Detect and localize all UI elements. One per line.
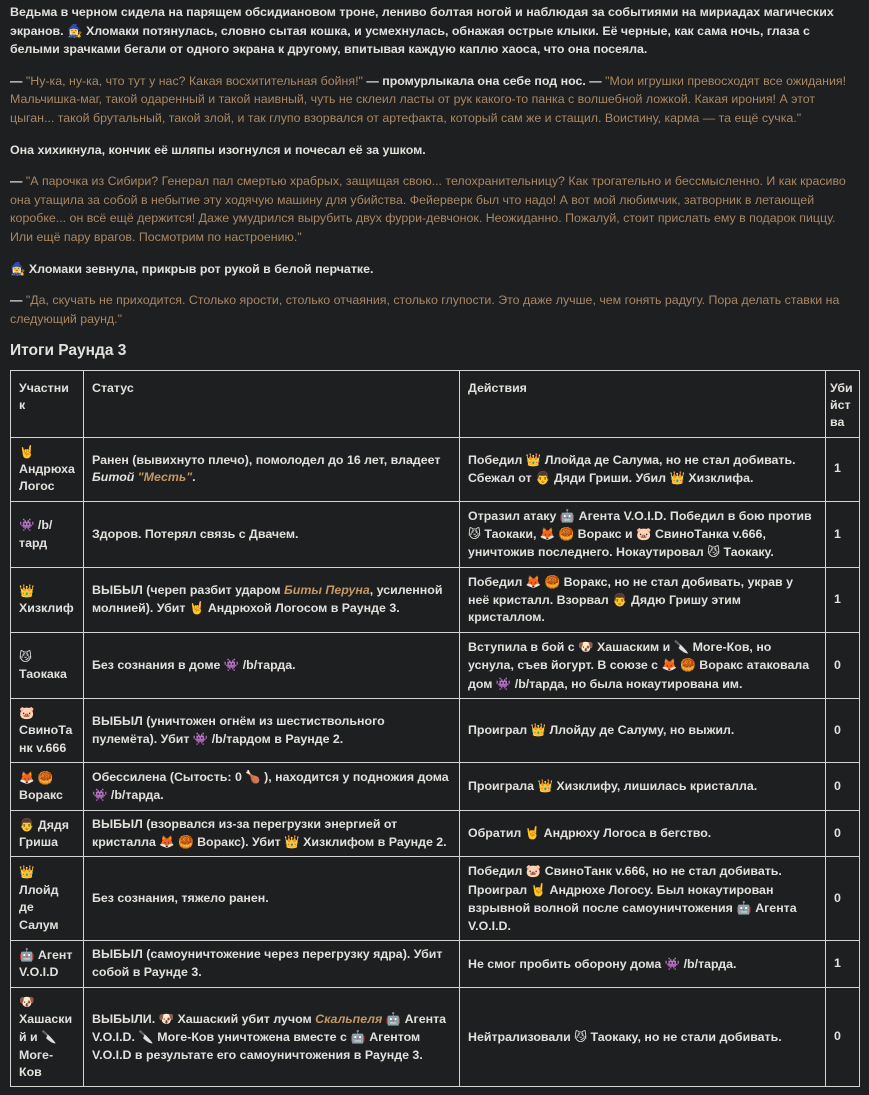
story-paragraph [10, 3, 859, 59]
fox-icon: 🦊 [539, 526, 556, 542]
text-segment: Хломаки зевнула, прикрыв рот рукой в белой перчатке. [25, 261, 374, 276]
text-segment: ), находится у подножия дома [260, 770, 449, 784]
text-segment: Андрюхе Логосу. Был нокаутирован взрывной волной после самоуничтожения [468, 882, 774, 916]
horns-hand-icon: 🤘 [524, 825, 541, 841]
knife-icon: 🔪 [138, 1029, 154, 1045]
text-segment: "Месть" [134, 470, 193, 485]
table-row [11, 501, 860, 567]
text-segment: Здоров. Потерял связь с Двачем. [92, 526, 299, 541]
kills-cell: 0 [826, 810, 860, 857]
witch-icon: 🧙‍♀️ [67, 22, 83, 38]
text-segment: Андрюха Логос [19, 461, 75, 494]
participant-cell [11, 763, 84, 811]
robot-icon: 🤖 [19, 946, 35, 962]
alien-monster-icon: 👾 [92, 787, 108, 803]
man-icon: 👨 [19, 816, 35, 832]
crown-icon: 👑 [19, 864, 35, 880]
text-segment: /b/тарда. [680, 956, 737, 971]
text-segment: Агента V.O.I.D. Победил в бою против [575, 508, 812, 523]
witch-icon: 🧙‍♀️ [10, 260, 26, 276]
kills-cell: 0 [826, 632, 860, 698]
pig-icon: 🐷 [525, 863, 542, 879]
text-segment: Воракс и [574, 527, 637, 542]
text-segment: Агентом V.O.I.D в результате его самоуничтожения в Раунде 3. [92, 1030, 423, 1062]
status-cell [84, 940, 460, 987]
text-segment: Обессилена (Сытость: 0 [92, 770, 246, 784]
status-cell [84, 437, 460, 501]
status-cell [84, 987, 460, 1087]
amulet-icon: 🥮 [680, 657, 696, 673]
text-segment: Биты Перуна [284, 582, 370, 597]
text-segment: Хашаский убит лучом [174, 1011, 316, 1026]
text-segment: Таокаки, [480, 527, 540, 542]
story-section [10, 3, 859, 329]
text-segment: Агента V.O.I.D. [468, 901, 797, 933]
participant-cell [11, 987, 84, 1087]
text-segment: /b/тард [19, 518, 53, 550]
text-segment: "А парочка из Сибири? Генерал пал смертью храбрых, защищая свою... телохранительницу? Как трогательно и бессмысленно. И как красиво она утащила за собой в небытие эту ходячую машину для убийства. Фейерверк был что надо! А вот мой любимчик, затворник в летающей коробке... он всё ещё держится! Даже умудрился вырубить двух фурри-девчонок. Неожиданно. Пожалуй, стоит прислать ему в подарок пиццу. Или ещё пару врагов. Посмотрим по настроению." [10, 174, 846, 245]
status-cell [84, 857, 460, 940]
text-segment: Дядю Гришу этим кристаллом. [468, 593, 741, 625]
table-row [11, 763, 860, 811]
status-cell [84, 698, 460, 762]
text-segment: Дядя Гриша [19, 817, 70, 850]
text-segment: /b/тарда, но была нокаутирована им. [511, 676, 743, 691]
kills-cell: 1 [826, 940, 860, 987]
text-segment: Ранен (вывихнуто плечо), помолодел до 16 лет, владеет [92, 452, 441, 467]
amulet-icon: 🥮 [178, 834, 194, 850]
kills-cell: 1 [826, 437, 860, 501]
actions-cell [460, 501, 826, 567]
story-paragraph [10, 291, 859, 328]
actions-cell [460, 567, 826, 632]
kills-cell: 0 [826, 698, 860, 762]
text-segment: . [192, 470, 196, 485]
text-segment: Моге-Ков уничтожена вместе с [153, 1030, 351, 1045]
story-paragraph [10, 141, 859, 160]
text-segment: Хашаский и [19, 1011, 73, 1045]
text-segment: Хизклиф [19, 601, 74, 616]
text-segment: ВЫБЫЛИ. [92, 1011, 156, 1026]
participant-cell [11, 567, 84, 632]
text-segment: Моге-Ков, но уснула, съев йогурт. В союзе с [468, 639, 772, 673]
actions-cell [460, 857, 826, 940]
text-segment: ВЫБЫЛ [92, 713, 143, 728]
actions-cell [460, 763, 826, 811]
actions-cell [460, 987, 826, 1087]
robot-icon: 🤖 [350, 1029, 366, 1045]
status-cell [84, 763, 460, 811]
cat-icon: 😼 [707, 544, 721, 560]
text-segment: (самоуничтожение через перегрузку ядра). Убит собой в Раунде 3. [92, 947, 443, 979]
crown-icon: 👑 [530, 722, 547, 738]
text-segment: Проиграл [468, 723, 531, 738]
results-heading: Итоги Раунда 3 [10, 341, 127, 359]
actions-cell [460, 940, 826, 987]
pig-icon: 🐷 [636, 526, 652, 542]
text-segment: Хломаки потянулась, словно сытая кошка, и усмехнулась, обнажая острые клыки. Её черные, как сама ночь, глаза с белыми зрачками бегали от одного экрана к другому, впитывая каждую каплю хаоса, что она посеяла. [10, 23, 810, 57]
text-segment: Агента V.O.I.D. [92, 1011, 447, 1045]
text-segment: Воракс). Убит [193, 835, 285, 850]
participant-cell [11, 437, 84, 501]
text-segment: Битой [92, 470, 135, 485]
dog-icon: 🐶 [578, 638, 594, 654]
text-segment: Нейтрализовали [468, 1029, 575, 1044]
text-segment: Воракс [19, 787, 63, 802]
column-header-participant: Участник [11, 370, 84, 437]
text-segment: Отразил атаку [468, 508, 560, 523]
text-segment: /b/тарда. [239, 658, 296, 673]
text-segment: Воракс атаковала дом [468, 658, 810, 691]
kills-cell: 0 [826, 987, 860, 1087]
column-header-kills: Убийства [826, 370, 860, 437]
text-segment: Победил [468, 574, 526, 589]
actions-cell [460, 632, 826, 698]
text-segment: Ллойду де Салуму, но выжил. [546, 723, 735, 738]
text-segment: Без сознания в доме [92, 658, 224, 673]
story-paragraph [10, 260, 859, 279]
table-row [11, 437, 860, 501]
alien-monster-icon: 👾 [664, 955, 681, 971]
crown-icon: 👑 [537, 778, 553, 794]
participant-cell [11, 940, 84, 987]
participant-cell [11, 857, 84, 940]
table-row [11, 567, 860, 632]
alien-monster-icon: 👾 [192, 730, 209, 746]
table-header-row [11, 370, 860, 437]
text-segment: Моге-Ков [19, 1047, 54, 1080]
kills-cell: 1 [826, 567, 860, 632]
text-segment: Проиграла [468, 779, 538, 794]
text-segment: (уничтожен огнём из шестиствольного пулемёта). Убит [92, 713, 385, 746]
fox-icon: 🦊 [159, 834, 175, 850]
actions-cell [460, 437, 826, 501]
status-cell [84, 567, 460, 632]
text-segment: /b/тарда. [107, 788, 164, 803]
text-segment: Таокака [19, 666, 67, 681]
crown-icon: 👑 [525, 451, 542, 467]
text-segment: Победил [468, 864, 526, 879]
text-segment: Хизклифа. [684, 471, 754, 486]
fox-icon: 🦊 [19, 769, 35, 785]
cat-icon: 😼 [574, 1028, 588, 1044]
text-segment: Ллойда де Салума, но не стал добивать. Сбежал от [468, 452, 796, 486]
text-segment: Андрюхой Логосом в Раунде 3. [204, 601, 400, 616]
text-segment: СвиноТанк v.666, но не стал добивать. Проиграл [468, 864, 782, 897]
alien-monster-icon: 👾 [495, 675, 512, 691]
dog-icon: 🐶 [19, 993, 35, 1009]
fox-icon: 🦊 [661, 657, 677, 673]
meat-icon: 🍗 [245, 769, 261, 784]
text-segment: Без сознания, тяжело ранен. [92, 890, 269, 905]
table-row [11, 857, 860, 940]
text-segment: Скальпеля [315, 1011, 383, 1026]
dog-icon: 🐶 [158, 1010, 175, 1026]
crown-icon: 👑 [284, 834, 300, 850]
results-table [10, 370, 860, 1088]
text-segment: Хизклифом в Раунде 2. [299, 835, 447, 850]
text-segment: — [10, 293, 26, 308]
text-segment: Хашаским и [593, 639, 674, 654]
participant-cell [11, 632, 84, 698]
text-segment: "Да, скучать не приходится. Столько ярости, столько отчаяния, столько глупости. Это даже лучше, чем гонять радугу. Пора делать ставки на следующий раунд." [10, 293, 840, 326]
kills-cell: 1 [826, 501, 860, 567]
text-segment: , усиленной молнией). Убит [92, 582, 443, 616]
text-segment: — промурлыкала она себе под нос. — [362, 73, 606, 88]
table-row [11, 810, 860, 857]
text-segment: Агент V.O.I.D [19, 947, 73, 980]
table-row [11, 632, 860, 698]
fox-icon: 🦊 [525, 573, 542, 589]
text-segment: "Ну-ка, ну-ка, что тут у нас? Какая восхитительная бойня!" [25, 73, 363, 88]
text-segment: Вступила в бой с [468, 639, 579, 654]
amulet-icon: 🥮 [558, 526, 575, 542]
table-row [11, 987, 860, 1087]
text-segment: Ведьма в черном сидела на парящем обсидиановом троне, лениво болтая ногой и наблюдая за событиями на мириадах магических экранов. [10, 5, 834, 38]
cat-icon: 😼 [19, 648, 32, 664]
text-segment: Не смог пробить оборону дома [468, 956, 665, 971]
horns-hand-icon: 🤘 [19, 443, 35, 459]
knife-icon: 🔪 [41, 1029, 57, 1045]
robot-icon: 🤖 [385, 1010, 402, 1026]
robot-icon: 🤖 [736, 900, 752, 916]
status-cell [84, 810, 460, 857]
text-segment: (череп разбит ударом [142, 582, 285, 597]
table-row [11, 698, 860, 762]
text-segment: СвиноТанка v.666, уничтожив последнего. Нокаутировал [468, 527, 766, 560]
text-segment: — [10, 73, 26, 88]
text-segment: "Мои игрушки превосходят все ожидания! Мальчишка-маг, такой одаренный и такой наивный, чуть не склеил ласты от рук какого-то панка с волшебной ложкой. Какая ирония! А этот цыган... такой брутальный, такой злой, и так глупо взорвался от артефакта, который сам же и стащил. Воистину, карма — та ещё сучка." [10, 73, 847, 126]
text-segment: ВЫБЫЛ [92, 947, 143, 962]
text-segment: Таокаку. [720, 545, 774, 560]
story-paragraph [10, 172, 859, 246]
horns-hand-icon: 🤘 [188, 600, 205, 616]
text-segment: Ллойд де Салум [19, 882, 59, 932]
actions-cell [460, 810, 826, 857]
text-segment: Она хихикнула, кончик её шляпы изогнулся и почесал её за ушком. [10, 142, 426, 157]
status-cell [84, 632, 460, 698]
text-segment: /b/тардом в Раунде 2. [208, 731, 344, 746]
amulet-icon: 🥮 [37, 769, 54, 785]
alien-monster-icon: 👾 [223, 657, 240, 673]
knife-icon: 🔪 [673, 638, 690, 654]
text-segment: Таокаку, но не стали добивать. [587, 1029, 782, 1044]
crown-icon: 👑 [669, 470, 685, 486]
text-segment: СвиноТанк v.666 [19, 723, 73, 755]
text-segment: Воракс, но не стал добивать, украв у неё кристалл. Взорвал [468, 574, 793, 608]
alien-monster-icon: 👾 [19, 517, 35, 533]
amulet-icon: 🥮 [544, 573, 561, 589]
man-icon: 👨 [612, 592, 628, 608]
text-segment: — [10, 174, 26, 189]
table-row [11, 940, 860, 987]
column-header-status: Статус [84, 370, 460, 437]
text-segment: Дяди Гриши. Убил [550, 471, 670, 486]
kills-cell: 0 [826, 763, 860, 811]
pig-icon: 🐷 [19, 704, 35, 720]
actions-cell [460, 698, 826, 762]
text-segment: ВЫБЫЛ [92, 582, 143, 597]
text-segment: Андрюху Логоса в бегство. [540, 826, 712, 841]
participant-cell [11, 810, 84, 857]
text-segment: Хизклифу, лишилась кристалла. [552, 779, 758, 794]
horns-hand-icon: 🤘 [530, 881, 547, 897]
status-cell [84, 501, 460, 567]
text-segment: (взорвался из-за перегрузки энергией от кристалла [92, 816, 398, 850]
kills-cell: 0 [826, 857, 860, 940]
participant-cell [11, 698, 84, 762]
text-segment: Обратил [468, 826, 525, 841]
robot-icon: 🤖 [559, 507, 576, 523]
story-paragraph [10, 72, 859, 128]
column-header-actions: Действия [460, 370, 826, 437]
man-icon: 👨 [535, 470, 551, 486]
text-segment: ВЫБЫЛ [92, 816, 143, 831]
text-segment: Победил [468, 452, 526, 467]
crown-icon: 👑 [19, 582, 35, 598]
cat-icon: 😼 [468, 526, 481, 542]
participant-cell [11, 501, 84, 567]
